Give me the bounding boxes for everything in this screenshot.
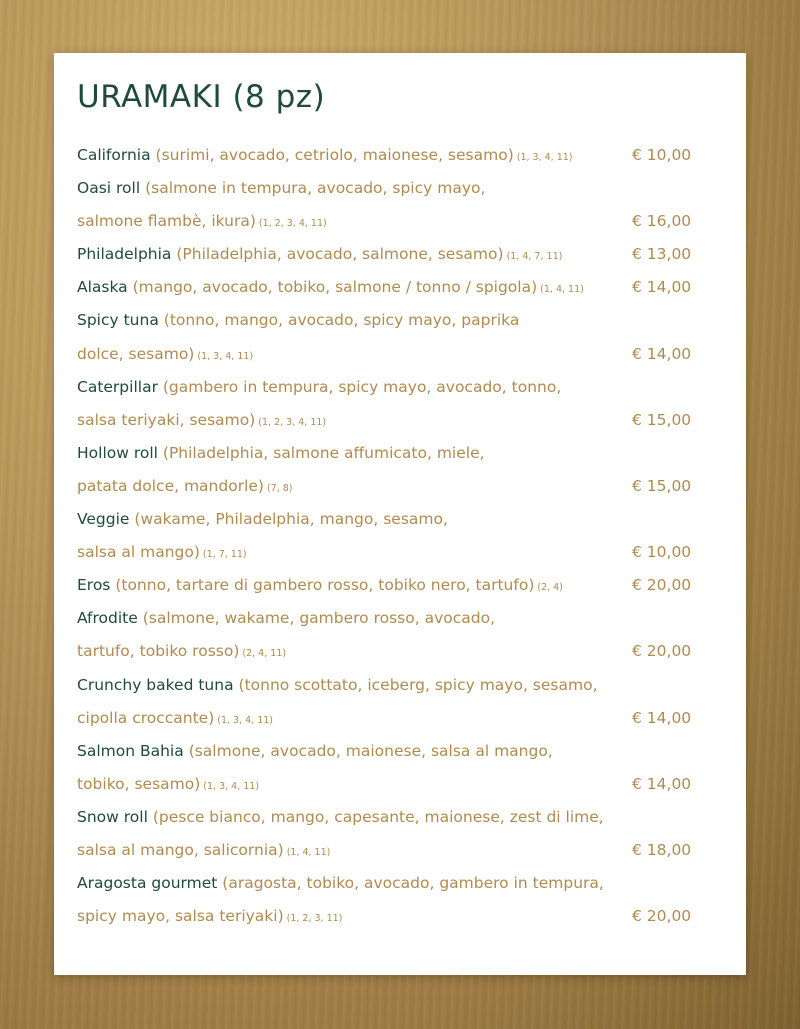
menu-item-line <box>77 338 717 371</box>
menu-items-list <box>77 139 717 933</box>
menu-item-line <box>77 271 717 304</box>
menu-item-line <box>77 437 717 470</box>
item-description: (salmone, wakame, gambero rosso, avocado, <box>142 609 496 628</box>
item-allergens: (1, 3, 4, 11) <box>516 152 573 163</box>
item-name: Eros <box>77 576 111 595</box>
item-description: (Philadelphia, salmone affumicato, miele, <box>162 443 485 462</box>
item-allergens: (1, 3, 4, 11) <box>197 350 254 362</box>
item-description: (salmone in tempura, avocado, spicy mayo, <box>145 179 486 198</box>
item-price: € 13,00 <box>632 245 692 264</box>
menu-card <box>54 53 746 975</box>
menu-item-line <box>77 139 717 172</box>
item-price: € 14,00 <box>632 344 692 363</box>
item-name: Crunchy baked tuna <box>77 675 234 694</box>
item-name: Aragosta gourmet <box>77 874 218 893</box>
item-allergens: (1, 3, 4, 11) <box>203 780 260 792</box>
item-name: Afrodite <box>77 609 138 628</box>
menu-item-line <box>77 702 717 735</box>
item-allergens: (2, 4) <box>537 582 563 594</box>
item-name: Spicy tuna <box>77 311 159 330</box>
item-price: € 15,00 <box>632 476 692 495</box>
item-description: (tonno scottato, iceberg, spicy mayo, sesamo, <box>238 675 598 694</box>
item-description-continued: dolce, sesamo) <box>77 344 195 363</box>
item-description-continued: patata dolce, mandorle) <box>77 476 264 495</box>
menu-item-line <box>77 735 717 768</box>
item-name: Alaska <box>77 278 128 297</box>
item-description: (Philadelphia, avocado, salmone, sesamo) <box>176 245 504 264</box>
item-allergens: (1, 2, 3, 11) <box>286 913 343 925</box>
menu-item-line <box>77 569 717 602</box>
item-price: € 15,00 <box>632 410 692 429</box>
menu-item-line <box>77 602 717 635</box>
item-price: € 20,00 <box>632 576 692 595</box>
item-name: Hollow roll <box>77 443 158 462</box>
item-price: € 10,00 <box>632 543 692 562</box>
item-price: € 14,00 <box>632 774 692 793</box>
item-allergens: (1, 2, 3, 4, 11) <box>258 416 327 428</box>
item-price: € 16,00 <box>632 212 692 231</box>
item-description-continued: tobiko, sesamo) <box>77 774 201 793</box>
item-allergens: (1, 7, 11) <box>202 549 247 561</box>
item-description: (aragosta, tobiko, avocado, gambero in tempura, <box>222 874 604 893</box>
item-name: Caterpillar <box>77 377 158 396</box>
menu-item-line <box>77 172 717 205</box>
menu-item-line <box>77 238 717 271</box>
item-name: Snow roll <box>77 807 148 826</box>
item-price: € 14,00 <box>632 708 692 727</box>
item-description: (mango, avocado, tobiko, salmone / tonno / spigola) <box>132 278 538 297</box>
item-description: (tonno, tartare di gambero rosso, tobiko nero, tartufo) <box>115 576 535 595</box>
menu-item-line <box>77 371 717 404</box>
item-name: California <box>77 146 151 164</box>
item-description-continued: salsa teriyaki, sesamo) <box>77 410 256 429</box>
item-description: (salmone, avocado, maionese, salsa al mango, <box>188 741 553 760</box>
item-allergens: (1, 4, 11) <box>286 846 331 858</box>
menu-item-line <box>77 205 717 238</box>
item-description-continued: spicy mayo, salsa teriyaki) <box>77 907 284 926</box>
item-description-continued: cipolla croccante) <box>77 708 215 727</box>
menu-item-line <box>77 536 717 569</box>
item-description: (tonno, mango, avocado, spicy mayo, paprika <box>163 311 520 330</box>
item-name: Philadelphia <box>77 245 172 264</box>
item-price: € 20,00 <box>632 642 692 661</box>
item-name: Oasi roll <box>77 179 141 198</box>
item-price: € 20,00 <box>632 907 692 926</box>
item-name: Veggie <box>77 510 130 529</box>
menu-item-line <box>77 669 717 702</box>
menu-item-line <box>77 304 717 337</box>
menu-item-line <box>77 834 717 867</box>
menu-item-line <box>77 801 717 834</box>
menu-item-line <box>77 635 717 668</box>
item-description-continued: tartufo, tobiko rosso) <box>77 642 240 661</box>
item-description: (surimi, avocado, cetriolo, maionese, sesamo) <box>155 146 514 164</box>
item-price: € 10,00 <box>632 146 692 164</box>
item-price: € 18,00 <box>632 840 692 859</box>
item-allergens: (1, 4, 11) <box>540 284 584 296</box>
item-description-continued: salsa al mango) <box>77 543 200 562</box>
menu-item-line <box>77 867 717 900</box>
menu-item-line <box>77 900 717 933</box>
item-description: (gambero in tempura, spicy mayo, avocado, tonno, <box>162 377 562 396</box>
item-allergens: (1, 4, 7, 11) <box>506 251 563 263</box>
menu-item-line <box>77 404 717 437</box>
item-description-continued: salsa al mango, salicornia) <box>77 840 284 859</box>
menu-item-line <box>77 768 717 801</box>
item-price: € 14,00 <box>632 278 692 297</box>
menu-title: URAMAKI (8 pz) <box>77 79 326 115</box>
menu-item-line <box>77 503 717 536</box>
item-allergens: (1, 2, 3, 4, 11) <box>258 218 327 230</box>
item-allergens: (7, 8) <box>266 482 293 494</box>
item-name: Salmon Bahia <box>77 741 184 760</box>
item-allergens: (2, 4, 11) <box>242 648 287 660</box>
item-description: (pesce bianco, mango, capesante, maionese, zest di lime, <box>152 807 604 826</box>
item-description: (wakame, Philadelphia, mango, sesamo, <box>134 510 448 529</box>
menu-item-line <box>77 470 717 503</box>
item-description-continued: salmone flambè, ikura) <box>77 212 256 231</box>
item-allergens: (1, 3, 4, 11) <box>217 714 274 726</box>
